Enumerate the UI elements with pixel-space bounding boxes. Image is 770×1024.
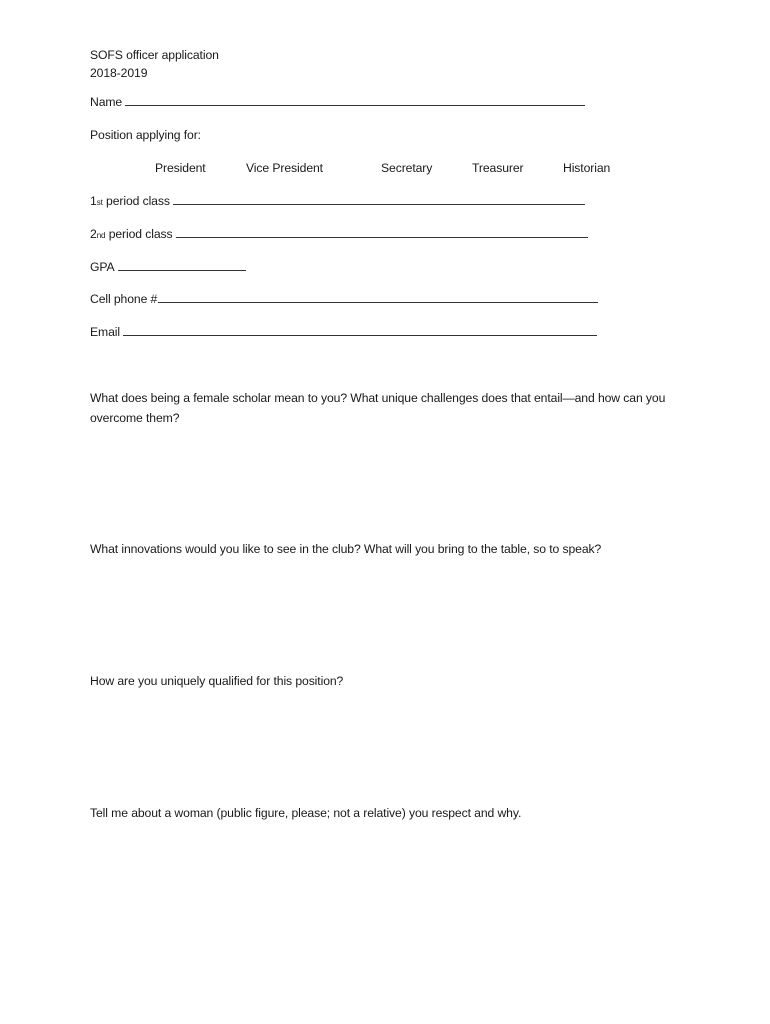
phone-field (90, 291, 598, 307)
gpa-field (90, 259, 246, 275)
question-qualifications: How are you uniquely qualified for this position? (90, 674, 344, 688)
name-blank[interactable] (125, 94, 585, 106)
position-option-secretary[interactable]: Secretary (381, 161, 433, 175)
first-period-number: 1 (90, 194, 97, 208)
phone-blank[interactable] (158, 291, 598, 303)
second-period-label: period class (108, 227, 173, 241)
gpa-label: GPA (90, 260, 115, 274)
email-field (90, 324, 597, 340)
first-period-field: 1 st period class (90, 193, 585, 209)
form-title: SOFS officer application (90, 48, 219, 62)
second-period-number: 2 (90, 227, 97, 241)
position-option-treasurer[interactable]: Treasurer (472, 161, 524, 175)
position-option-president[interactable]: President (155, 161, 206, 175)
form-year: 2018-2019 (90, 66, 148, 80)
question-female-scholar: What does being a female scholar mean to you? What unique challenges does that entail—and how can you overcome them? (90, 391, 666, 425)
second-period-blank[interactable] (176, 226, 588, 238)
position-option-historian[interactable]: Historian (563, 161, 611, 175)
gpa-blank[interactable] (118, 259, 246, 271)
email-blank[interactable] (123, 324, 597, 336)
phone-label: Cell phone # (90, 292, 158, 306)
position-options (0, 160, 770, 176)
question-woman-respect: Tell me about a woman (public figure, please; not a relative) you respect and why. (90, 806, 522, 820)
email-label: Email (90, 325, 120, 339)
name-field (90, 94, 585, 110)
name-label: Name (90, 95, 123, 109)
first-period-label: period class (106, 194, 170, 208)
question-innovations: What innovations would you like to see in the club? What will you bring to the table, so to speak? (90, 542, 602, 556)
position-label: Position applying for: (90, 128, 201, 142)
first-period-blank[interactable] (173, 193, 585, 205)
position-option-vice-president[interactable]: Vice President (246, 161, 323, 175)
second-period-field: 2 nd period class (90, 226, 588, 242)
